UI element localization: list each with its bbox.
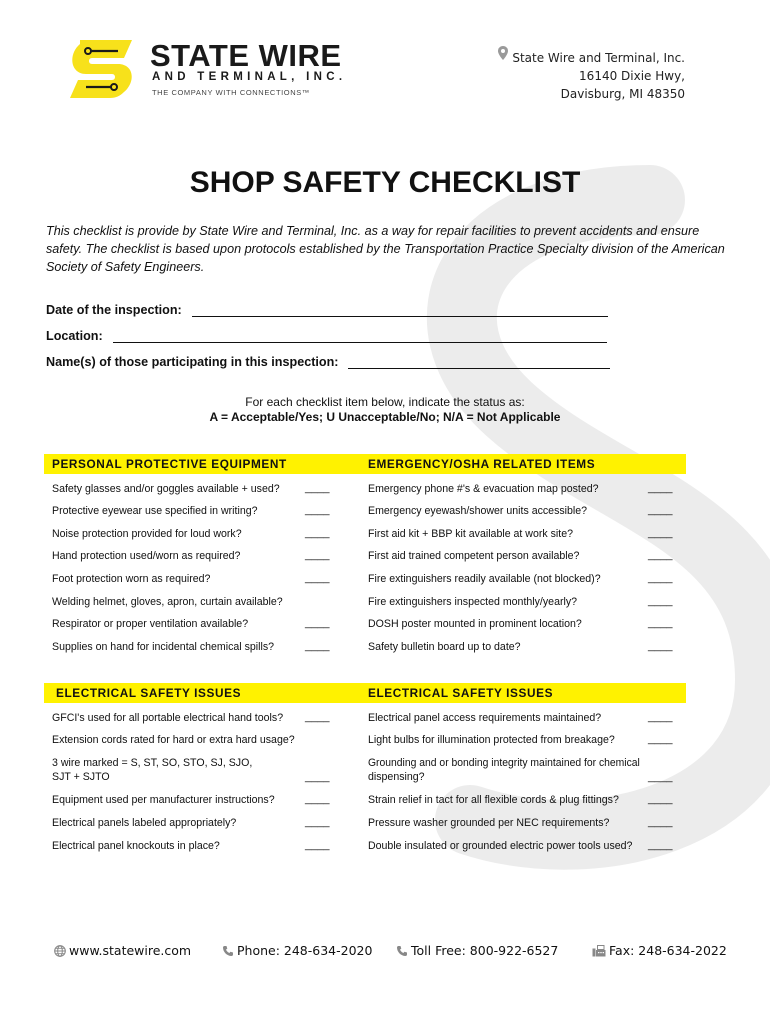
- address-line-3: Davisburg, MI 48350: [560, 87, 685, 101]
- location-field[interactable]: [46, 329, 607, 343]
- logo-s-mark-icon: [66, 38, 138, 100]
- osha-item: DOSH poster mounted in prominent location?: [368, 618, 582, 630]
- globe-icon: [54, 945, 66, 957]
- osha-heading: EMERGENCY/OSHA RELATED ITEMS: [368, 457, 596, 471]
- ppe-item: Safety glasses and/or goggles available + used?: [52, 483, 280, 495]
- status-blank[interactable]: ____: [648, 572, 673, 584]
- electrical-item: Electrical panels labeled appropriately?: [52, 817, 237, 829]
- status-blank[interactable]: ____: [648, 595, 673, 607]
- participants-field[interactable]: [46, 355, 610, 369]
- inspection-date-field[interactable]: [46, 303, 608, 317]
- address-line-2: 16140 Dixie Hwy,: [579, 69, 685, 83]
- company-address: [512, 49, 685, 103]
- status-blank[interactable]: ____: [305, 482, 330, 494]
- footer-phone[interactable]: [222, 943, 372, 958]
- participants-line[interactable]: [348, 356, 610, 369]
- electrical-item: Double insulated or grounded electric power tools used?: [368, 840, 633, 852]
- electrical-item: GFCI's used for all portable electrical hand tools?: [52, 712, 284, 724]
- logo-tagline: THE COMPANY WITH CONNECTIONS™: [152, 88, 310, 97]
- electrical-item: Equipment used per manufacturer instructions?: [52, 794, 275, 806]
- status-blank[interactable]: ____: [648, 711, 673, 723]
- electrical-item-continued: dispensing?: [368, 771, 425, 783]
- fax-text: Fax: 248-634-2022: [609, 943, 727, 958]
- electrical-item: Grounding and or bonding integrity maintained for chemical: [368, 757, 640, 769]
- phone-icon: [222, 945, 234, 957]
- ppe-heading: PERSONAL PROTECTIVE EQUIPMENT: [52, 457, 287, 471]
- status-blank[interactable]: ____: [648, 640, 673, 652]
- status-blank[interactable]: ____: [305, 617, 330, 629]
- status-blank[interactable]: ____: [648, 549, 673, 561]
- status-blank[interactable]: ____: [305, 711, 330, 723]
- status-blank[interactable]: ____: [305, 839, 330, 851]
- status-blank[interactable]: ____: [305, 771, 330, 783]
- ppe-item: Hand protection used/worn as required?: [52, 550, 241, 562]
- osha-item: Safety bulletin board up to date?: [368, 641, 521, 653]
- instructions-legend: A = Acceptable/Yes; U Unacceptable/No; N/A = Not Applicable: [209, 410, 561, 424]
- electrical-item: Electrical panel knockouts in place?: [52, 840, 220, 852]
- company-logo: [66, 38, 347, 100]
- intro-paragraph: This checklist is provide by State Wire and Terminal, Inc. as a way for repair facilities to prevent accidents and ensure safety. The checklist is based upon protocols established by the Transportation Practice Specialty division of the American Society of Safety Engineers.: [46, 224, 725, 274]
- logo-subtitle: AND TERMINAL, INC.: [152, 71, 347, 83]
- website-text: www.statewire.com: [69, 943, 192, 958]
- status-blank[interactable]: ____: [648, 482, 673, 494]
- section-header-bar-1: [44, 454, 686, 474]
- electrical-heading-left: ELECTRICAL SAFETY ISSUES: [56, 686, 242, 700]
- electrical-item: Strain relief in tact for all flexible cords & plug fittings?: [368, 794, 619, 806]
- inspection-date-line[interactable]: [192, 304, 608, 317]
- electrical-item: Extension cords rated for hard or extra hard usage?: [52, 734, 295, 746]
- osha-item: First aid trained competent person available?: [368, 550, 580, 562]
- status-blank[interactable]: ____: [648, 733, 673, 745]
- osha-item: Emergency eyewash/shower units accessible?: [368, 505, 588, 517]
- status-blank[interactable]: ____: [305, 527, 330, 539]
- status-instructions: [0, 395, 770, 425]
- status-blank[interactable]: ____: [648, 839, 673, 851]
- inspection-date-label: Date of the inspection:: [46, 303, 182, 317]
- footer-contact-bar: [0, 943, 770, 963]
- ppe-item: Supplies on hand for incidental chemical spills?: [52, 641, 275, 653]
- electrical-item-continued: SJT + SJTO: [52, 771, 110, 783]
- electrical-item: 3 wire marked = S, ST, SO, STO, SJ, SJO,: [52, 757, 253, 769]
- location-label: Location:: [46, 329, 103, 343]
- footer-tollfree[interactable]: [396, 943, 558, 958]
- status-blank[interactable]: ____: [305, 572, 330, 584]
- electrical-item: Light bulbs for illumination protected from breakage?: [368, 734, 615, 746]
- ppe-item: Welding helmet, gloves, apron, curtain available?: [52, 596, 283, 608]
- fax-icon: [592, 945, 606, 957]
- electrical-heading-right: ELECTRICAL SAFETY ISSUES: [368, 686, 554, 700]
- location-pin-icon: [498, 46, 508, 60]
- tollfree-text: Toll Free: 800-922-6527: [411, 943, 559, 958]
- osha-item: Fire extinguishers inspected monthly/yearly?: [368, 596, 578, 608]
- footer-website[interactable]: [54, 943, 191, 958]
- status-blank[interactable]: ____: [648, 793, 673, 805]
- osha-item: Fire extinguishers readily available (not blocked)?: [368, 573, 601, 585]
- status-blank[interactable]: ____: [305, 816, 330, 828]
- logo-title: STATE WIRE: [150, 38, 342, 73]
- electrical-item: Pressure washer grounded per NEC requirements?: [368, 817, 610, 829]
- status-blank[interactable]: ____: [648, 504, 673, 516]
- participants-label: Name(s) of those participating in this inspection:: [46, 355, 339, 369]
- ppe-item: Noise protection provided for loud work?: [52, 528, 242, 540]
- phone-text: Phone: 248-634-2020: [237, 943, 373, 958]
- status-blank[interactable]: ____: [648, 771, 673, 783]
- status-blank[interactable]: ____: [305, 640, 330, 652]
- status-blank[interactable]: ____: [648, 617, 673, 629]
- instructions-line-1: For each checklist item below, indicate the status as:: [245, 395, 525, 409]
- address-line-1: State Wire and Terminal, Inc.: [512, 51, 685, 65]
- osha-item: First aid kit + BBP kit available at work site?: [368, 528, 573, 540]
- page-title: SHOP SAFETY CHECKLIST: [189, 166, 581, 199]
- phone-icon: [396, 945, 408, 957]
- section-header-bar-2: [44, 683, 686, 703]
- footer-fax[interactable]: [592, 943, 727, 958]
- ppe-item: Respirator or proper ventilation available?: [52, 618, 249, 630]
- status-blank[interactable]: ____: [648, 527, 673, 539]
- status-blank[interactable]: ____: [305, 504, 330, 516]
- location-line[interactable]: [113, 330, 607, 343]
- status-blank[interactable]: ____: [305, 793, 330, 805]
- status-blank[interactable]: ____: [305, 549, 330, 561]
- ppe-item: Protective eyewear use specified in writing?: [52, 505, 258, 517]
- status-blank[interactable]: ____: [648, 816, 673, 828]
- electrical-item: Electrical panel access requirements maintained?: [368, 712, 602, 724]
- osha-item: Emergency phone #'s & evacuation map posted?: [368, 483, 599, 495]
- ppe-item: Foot protection worn as required?: [52, 573, 211, 585]
